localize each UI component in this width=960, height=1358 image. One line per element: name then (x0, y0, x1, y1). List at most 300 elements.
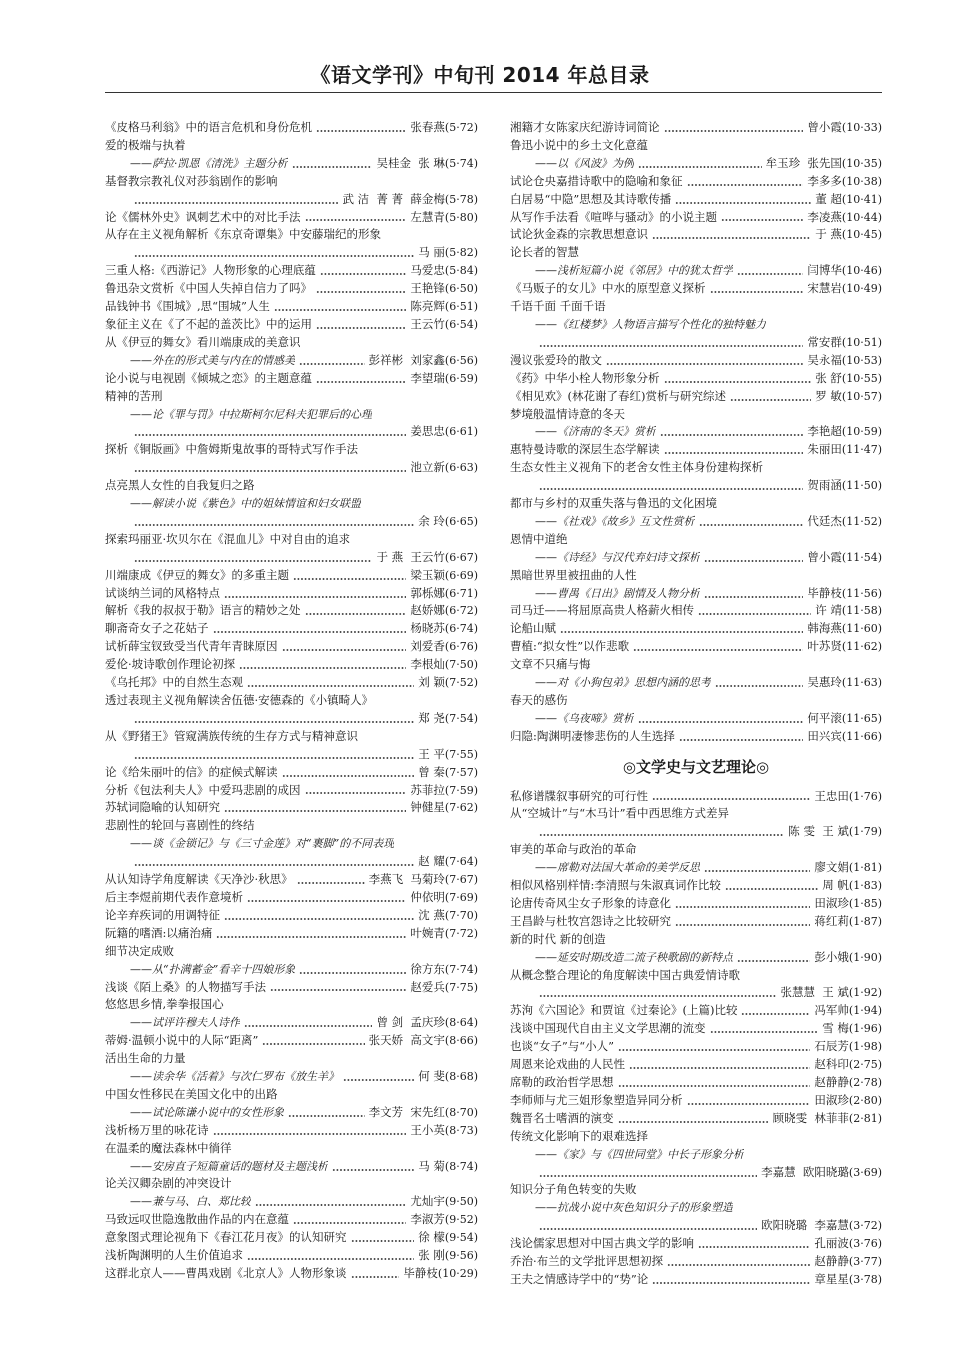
dot-leader (282, 648, 407, 652)
entry-author: 张 刚 (418, 1248, 445, 1263)
toc-entry-subtitle (510, 585, 882, 603)
dot-leader (332, 1168, 414, 1172)
entry-title: 试论狄金森的宗教思想意识 (510, 227, 648, 242)
entry-title: 论辛弃疾词的用调特征 (105, 907, 220, 922)
entry-author: 朱丽田 (807, 442, 842, 457)
entry-page-ref: (11·54) (841, 550, 882, 564)
entry-title: ——谈《金锁记》与《三寸金莲》对“裹脚”的不同表现 (130, 837, 395, 851)
entry-author: 顾晓雯 林菲菲 (772, 1110, 849, 1125)
entry-title: 都市与乡村的双重失落与鲁迅的文化困境 (510, 496, 717, 511)
entry-page-ref: (8·74) (444, 1159, 478, 1173)
entry-title: 从“空城计”与“木马计”看中西思维方式差异 (510, 806, 730, 821)
entry-title: 细节决定成败 (105, 943, 174, 958)
dot-leader (652, 236, 811, 240)
dot-leader (316, 290, 406, 294)
entry-author: 王 平 (418, 746, 445, 761)
entry-title: 川端康成《伊豆的舞女》的多重主题 (105, 567, 289, 582)
entry-title: ——试评许穆夫人诗作 (130, 1016, 240, 1030)
toc-entry-subtitle (510, 949, 882, 967)
toc-entry-subtitle (510, 859, 882, 877)
toc-entry-subtitle (510, 710, 882, 728)
toc-entry (105, 1265, 478, 1283)
entry-page-ref: (6·63) (444, 461, 478, 475)
entry-page-ref: (10·41) (841, 192, 882, 206)
entry-author: 张 舒 (815, 370, 842, 385)
dot-leader (224, 809, 406, 813)
dot-leader (638, 165, 762, 169)
entry-title: 三重人格:《西游记》人物形象的心理底蕴 (105, 263, 316, 278)
entry-author: 仲依明 (410, 889, 445, 904)
entry-title: ——延安时期改造二流子秧歌剧的新特点 (535, 950, 733, 964)
entry-page-ref: (1·96) (848, 1022, 882, 1036)
dot-leader (134, 559, 372, 563)
entry-title: 《药》中华小栓人物形象分析 (510, 370, 660, 385)
toc-entry-continuation (510, 823, 882, 841)
entry-author: 李文芳 宋先红 (368, 1104, 445, 1119)
entry-title: 私修谱牒叙事研究的可行性 (510, 788, 648, 803)
dot-leader (539, 344, 803, 348)
dot-leader (293, 577, 406, 581)
toc-entry (105, 674, 478, 692)
toc-entry (510, 531, 882, 549)
toc-entry (105, 1122, 478, 1140)
toc-entry (510, 119, 882, 137)
toc-entry-subtitle (510, 262, 882, 280)
toc-entry-subtitle (105, 961, 478, 979)
dot-leader (255, 1203, 406, 1207)
dot-leader (618, 1084, 811, 1088)
entry-title: 鲁迅小说中的乡土文化意蕴 (510, 137, 648, 152)
entry-page-ref: (1·90) (848, 950, 882, 964)
entry-author: 苏菲拉 (410, 782, 445, 797)
entry-page-ref: (1·83) (848, 879, 882, 893)
dot-leader (224, 917, 414, 921)
entry-author: 曾小霞 (807, 549, 842, 564)
entry-author: 代廷杰 (807, 513, 842, 528)
entry-title: 试析薛宝钗致受当代青年青睐原因 (105, 639, 278, 654)
entry-page-ref: (9·56) (444, 1249, 478, 1263)
toc-entry-continuation (105, 549, 478, 567)
toc-entry (105, 280, 478, 298)
dot-leader (675, 201, 811, 205)
toc-entry (105, 262, 478, 280)
entry-title: ——解读小说《紫色》中的姐妹情谊和妇女联盟 (130, 497, 361, 511)
entry-title: 白居易“中隐”思想及其诗歌传播 (510, 191, 672, 206)
entry-title: 浅论儒家思想对中国古典文学的影响 (510, 1236, 694, 1251)
entry-author: 宋慧岩 (807, 281, 842, 296)
toc-entry (510, 459, 882, 477)
entry-title: ——席勒对法国大革命的美学反思 (535, 861, 700, 875)
dot-leader (134, 433, 406, 437)
toc-entry (105, 1050, 478, 1068)
entry-title: 论《给朱丽叶的信》的症候式解读 (105, 764, 278, 779)
entry-author: 尤灿宇 (410, 1194, 445, 1209)
entry-page-ref: (6·71) (444, 586, 478, 600)
entry-page-ref: (11·56) (841, 586, 882, 600)
entry-title: 爱的极端与执着 (105, 137, 186, 152)
toc-entry (105, 979, 478, 997)
dot-leader (633, 648, 803, 652)
toc-entry-subtitle (105, 1068, 478, 1086)
entry-title: 这群北京人——曹禺戏剧《北京人》人物形象谈 (105, 1266, 347, 1280)
entry-title: 李师师与尤三姐形象塑造异同分析 (510, 1092, 683, 1107)
entry-title: 探析《铜版画》中詹姆斯鬼故事的哥特式写作手法 (105, 442, 358, 457)
entry-page-ref: (11·65) (841, 711, 882, 725)
dot-leader (539, 1174, 757, 1178)
entry-author: 沈 燕 (418, 907, 445, 922)
entry-title: ——论《罪与罚》中拉斯柯尔尼科夫犯罪后的心理 (130, 407, 372, 421)
entry-title: 传统文化影响下的艰难选择 (510, 1128, 648, 1143)
toc-entry-subtitle (510, 1146, 882, 1164)
entry-page-ref: (7·72) (444, 926, 478, 940)
entry-title: 试论仓央嘉措诗歌中的隐喻和象征 (510, 173, 683, 188)
dot-leader (704, 595, 803, 599)
entry-author: 王忠田 (814, 788, 849, 803)
dot-leader (297, 881, 365, 885)
toc-entry (105, 620, 478, 638)
toc-entry (510, 728, 882, 746)
toc-entry (105, 602, 478, 620)
toc-entry (105, 567, 478, 585)
entry-page-ref: (7·59) (444, 783, 478, 797)
entry-title: 文章不只痛与悔 (510, 657, 591, 672)
entry-author: 韩海燕 (807, 621, 842, 636)
entry-title: 梦境般温情诗意的冬天 (510, 406, 625, 421)
toc-entry (105, 1229, 478, 1247)
toc-entry-subtitle (105, 352, 478, 370)
dot-leader (299, 362, 365, 366)
dot-leader (134, 863, 414, 867)
toc-entry (510, 1235, 882, 1253)
entry-author: 田淑珍 (814, 1092, 849, 1107)
dot-leader (213, 630, 407, 634)
entry-page-ref: (10·57) (841, 389, 882, 403)
toc-entry (510, 441, 882, 459)
entry-author: 牟玉珍 张先国 (765, 155, 842, 170)
entry-author: 赵静静 (814, 1075, 849, 1090)
dot-leader (699, 523, 804, 527)
entry-title: 分析《包法利夫人》中爱玛悲剧的成因 (105, 782, 301, 797)
dot-leader (351, 1239, 415, 1243)
entry-title: ——兼与马、白、郑比较 (130, 1195, 251, 1209)
entry-title: 恩情中道绝 (510, 531, 568, 546)
entry-page-ref: (10·53) (841, 353, 882, 367)
dot-leader (698, 1245, 810, 1249)
toc-entry-continuation (105, 191, 478, 209)
toc-entry (510, 788, 882, 806)
dot-leader (134, 720, 414, 724)
entry-title: 《皮格马利翁》中的语言危机和身份危机 (105, 120, 312, 134)
toc-entry (510, 173, 882, 191)
entry-page-ref: (11·50) (841, 479, 882, 493)
entry-page-ref: (3·77) (848, 1255, 882, 1269)
entry-title: 论长者的智慧 (510, 245, 579, 260)
toc-entry-subtitle (105, 1014, 478, 1032)
entry-author: 赵爱兵 (410, 979, 445, 994)
entry-page-ref: (9·52) (444, 1213, 478, 1227)
entry-title: 马致远叹世隐逸散曲作品的内在意蕴 (105, 1212, 289, 1227)
entry-title: ——以《风波》为例 (535, 156, 634, 170)
toc-entry (510, 567, 882, 585)
entry-page-ref: (10·29) (437, 1267, 478, 1280)
entry-page-ref: (10·51) (841, 335, 882, 349)
entry-page-ref: (7·64) (444, 855, 478, 869)
entry-page-ref: (6·69) (444, 568, 478, 582)
entry-title: 王夫之情感诗学中的“势”论 (510, 1271, 649, 1286)
entry-title: ——对《小狗包弟》思想内涵的思考 (535, 676, 711, 690)
toc-entry (510, 1181, 882, 1199)
entry-author: 池立新 (410, 460, 445, 475)
entry-title: 悲剧性的轮回与喜剧性的终结 (105, 818, 255, 833)
entry-page-ref: (1·85) (848, 896, 882, 910)
entry-author: 刘 颖 (418, 675, 445, 690)
entry-page-ref: (11·66) (841, 729, 882, 743)
section-heading: ◎文学史与文艺理论◎ (622, 758, 770, 777)
entry-page-ref: (8·70) (444, 1105, 478, 1119)
entry-author: 李艳超 (807, 424, 842, 439)
entry-page-ref: (1·76) (848, 789, 882, 803)
dot-leader (351, 1275, 400, 1279)
entry-page-ref: (5·74) (444, 156, 478, 170)
toc-entry-subtitle (510, 1199, 882, 1217)
entry-author: 王小英 (410, 1122, 445, 1137)
entry-page-ref: (6·54) (444, 317, 478, 331)
entry-author: 何 斐 (418, 1069, 445, 1084)
entry-page-ref: (3·78) (848, 1272, 882, 1286)
toc-entry (510, 1128, 882, 1146)
toc-entry (510, 1056, 882, 1074)
entry-title: ——浅析短篇小说《邻居》中的犹太哲学 (535, 264, 733, 278)
entry-title: 活出生命的力量 (105, 1051, 186, 1066)
dot-leader (721, 218, 803, 222)
toc-entry-continuation (510, 477, 882, 495)
entry-page-ref: (8·73) (444, 1123, 478, 1137)
entry-page-ref: (2·81) (848, 1111, 882, 1125)
page-title: 《语文学刊》中旬刊 2014 年总目录 (310, 63, 650, 87)
toc-entry (510, 692, 882, 710)
toc-entry-continuation (105, 746, 478, 764)
entry-title: 中国女性移民在美国文化中的出路 (105, 1086, 278, 1101)
entry-title: 试谈纳兰词的风格特点 (105, 585, 220, 600)
dot-leader (316, 380, 406, 384)
toc-entry (510, 280, 882, 298)
entry-title: ——《诗经》与汉代弃妇诗文探析 (535, 550, 700, 564)
toc-entry (105, 585, 478, 603)
entry-title: 千语千面 千面千语 (510, 299, 606, 314)
dot-leader (652, 1281, 810, 1285)
toc-entry (105, 137, 478, 155)
toc-entry (105, 173, 478, 191)
entry-page-ref: (7·55) (444, 747, 478, 761)
dot-leader (618, 1048, 810, 1052)
entry-title: 意象图式理论视角下《春江花月夜》的认知研究 (105, 1230, 347, 1245)
dot-leader (247, 899, 406, 903)
dot-leader (305, 791, 407, 795)
entry-title: 解析《我的叔叔于勒》语言的精妙之处 (105, 603, 301, 618)
entry-author: 曾小霞 (807, 120, 842, 134)
entry-page-ref: (10·44) (841, 210, 882, 224)
entry-page-ref: (7·54) (444, 711, 478, 725)
entry-title: ——《红楼梦》人物语言描写个性化的独特魅力 (535, 317, 766, 331)
dot-leader (134, 469, 406, 473)
toc-entry (510, 352, 882, 370)
dot-leader (560, 630, 803, 634)
dot-leader (262, 1042, 364, 1046)
toc-entry (510, 913, 882, 931)
entry-title: ——《济南的冬天》赏析 (535, 425, 656, 439)
entry-page-ref: (10·35) (841, 156, 882, 170)
entry-title: ——曹禺《日出》剧情及人物分析 (535, 586, 700, 600)
entry-page-ref: (7·74) (444, 962, 478, 976)
entry-author: 田兴宾 (807, 728, 842, 743)
toc-entry (105, 1175, 478, 1193)
toc-entry-subtitle (105, 406, 478, 424)
entry-title: ——《乌夜啼》赏析 (535, 711, 634, 725)
entry-author: 于 燕 (815, 227, 842, 242)
dot-leader (667, 1263, 810, 1267)
toc-entry (105, 370, 478, 388)
toc-entry (510, 841, 882, 859)
dot-leader (247, 1257, 414, 1261)
entry-author: 李望瑞 (410, 370, 445, 385)
toc-entry-continuation (105, 244, 478, 262)
entry-title: 知识分子角色转变的失败 (510, 1182, 637, 1197)
entry-title: 象征主义在《了不起的盖茨比》中的运用 (105, 316, 312, 331)
entry-page-ref: (6·56) (444, 353, 478, 367)
toc-entry (105, 638, 478, 656)
toc-entry (105, 1247, 478, 1265)
entry-title: 论《儒林外史》讽刺艺术中的对比手法 (105, 209, 301, 224)
entry-page-ref: (7·75) (444, 980, 478, 994)
entry-author: 何平滚 (807, 710, 842, 725)
entry-page-ref: (2·78) (848, 1076, 882, 1090)
toc-entry-subtitle (105, 1193, 478, 1211)
entry-author: 叶苏贤 (807, 639, 842, 654)
entry-title: 新的时代 新的创造 (510, 931, 606, 946)
dot-leader (270, 988, 406, 992)
entry-page-ref: (5·78) (444, 192, 478, 206)
entry-title: 乔治·布兰的文学批评思想初探 (510, 1254, 664, 1269)
toc-entry (510, 1038, 882, 1056)
entry-title: 浅析杨万里的咏花诗 (105, 1122, 209, 1137)
entry-author: 李燕飞 马菊玲 (368, 872, 445, 887)
toc-entry (510, 805, 882, 823)
dot-leader (710, 1030, 819, 1034)
toc-entry-continuation (510, 1217, 882, 1235)
entry-title: ——安房直子短篇童话的题材及主题浅析 (130, 1159, 328, 1173)
dot-leader (652, 797, 810, 801)
entry-page-ref: (10·38) (841, 174, 882, 188)
toc-entry (510, 495, 882, 513)
entry-title: 点亮黑人女性的自我复归之路 (105, 478, 255, 493)
dot-leader (664, 380, 812, 384)
toc-entry (105, 907, 478, 925)
entry-author: 廖文娟 (814, 860, 849, 875)
dot-leader (134, 254, 414, 258)
toc-entry (105, 943, 478, 961)
entry-page-ref: (1·92) (848, 986, 882, 1000)
entry-page-ref: (6·72) (444, 604, 478, 618)
dot-leader (224, 595, 406, 599)
dot-leader (305, 218, 407, 222)
entry-title: 论关汉卿杂剧的冲突设计 (105, 1176, 232, 1191)
entry-title: 论船山赋 (510, 621, 556, 636)
toc-entry (105, 692, 478, 710)
entry-author: 欧阳晓璐 李嘉慧 (761, 1218, 849, 1233)
toc-entry (105, 1140, 478, 1158)
dot-leader (704, 559, 803, 563)
toc-right-part2 (510, 788, 882, 1289)
entry-title: ——萨拉·凯恩《清洗》主题分析 (130, 156, 288, 170)
entry-title: 周恩来论戏曲的人民性 (510, 1057, 625, 1072)
toc-entry (105, 334, 478, 352)
dot-leader (629, 1066, 810, 1070)
entry-author: 郑 尧 (418, 710, 445, 725)
toc-entry (510, 226, 882, 244)
entry-title: 湘籍才女陈家庆纪游诗词简论 (510, 120, 660, 134)
entry-author: 吴桂金 张 琳 (376, 155, 445, 170)
entry-page-ref: (10·33) (841, 121, 882, 134)
entry-author: 蒋红莉 (814, 913, 849, 928)
toc-entry-continuation (510, 984, 882, 1002)
entry-title: 蒂姆·温顿小说中的人际“距离” (105, 1033, 259, 1048)
entry-title: ——外在的形式美与内在的情感美 (130, 353, 295, 367)
entry-author: 马爱忠 (410, 263, 445, 278)
entry-page-ref: (6·65) (444, 514, 478, 528)
entry-author: 马 菊 (418, 1158, 445, 1173)
entry-page-ref: (7·69) (444, 890, 478, 904)
dot-leader (134, 201, 338, 205)
toc-entry (510, 1271, 882, 1289)
entry-title: 在温柔的魔法森林中徜徉 (105, 1140, 232, 1155)
entry-author: 杨晓苏 (410, 621, 445, 636)
title-underline (105, 92, 882, 93)
entry-page-ref: (9·54) (444, 1231, 478, 1245)
entry-title: 漫议张爱玲的散文 (510, 352, 602, 367)
dot-leader (213, 1132, 407, 1136)
entry-author: 赵科印 (814, 1057, 849, 1072)
entry-page-ref: (11·52) (841, 514, 882, 528)
dot-leader (134, 523, 414, 527)
toc-entry-subtitle (510, 155, 882, 173)
entry-author: 左慧青 (410, 209, 445, 224)
toc-entry (105, 996, 478, 1014)
dot-leader (638, 720, 803, 724)
toc-entry-subtitle (510, 674, 882, 692)
toc-entry (510, 137, 882, 155)
entry-page-ref: (6·74) (444, 622, 478, 636)
dot-leader (698, 612, 811, 616)
entry-title: 透过表现主义视角解读舍伍德·安德森的《小镇畸人》 (105, 693, 374, 707)
dot-leader (320, 272, 407, 276)
entry-title: 从《伊豆的舞女》看川端康成的美意识 (105, 334, 301, 349)
entry-author: 吴永福 (807, 352, 842, 367)
entry-page-ref: (6·61) (444, 425, 478, 439)
entry-page-ref: (7·70) (444, 908, 478, 922)
toc-entry (510, 1092, 882, 1110)
entry-author: 张天娇 高文宇 (368, 1033, 445, 1048)
entry-title: ——读余华《活着》与次仁罗布《放生羊》 (130, 1070, 339, 1084)
entry-title: 爱伦·坡诗歌创作理论初探 (105, 657, 236, 672)
toc-left-column (105, 119, 478, 1283)
dot-leader (539, 487, 803, 491)
entry-author: 钟健星 (410, 800, 445, 815)
entry-author: 田淑珍 (814, 895, 849, 910)
entry-page-ref: (10·59) (841, 425, 882, 439)
dot-leader (675, 923, 810, 927)
entry-title: 从存在主义视角解析《东京奇谭集》中安藤瑞纪的形象 (105, 227, 381, 242)
entry-title: 黑暗世界里被扭曲的人性 (510, 567, 637, 582)
